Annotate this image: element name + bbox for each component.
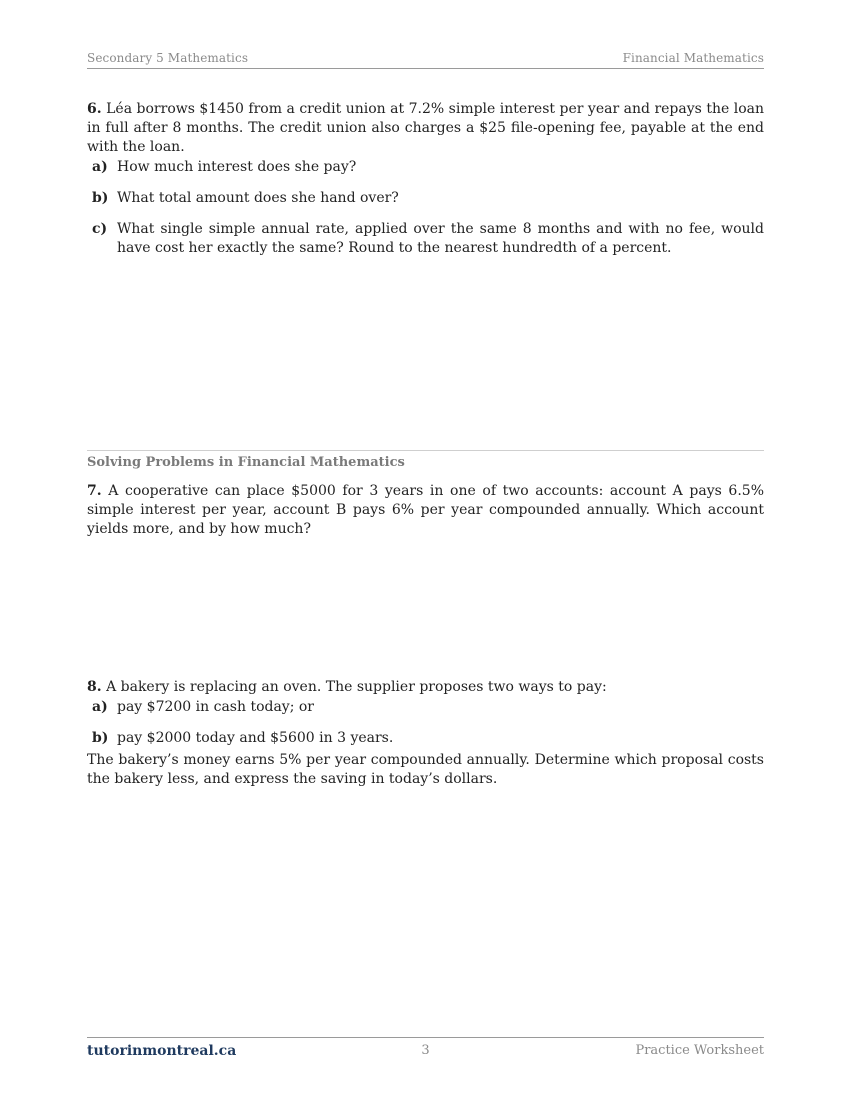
problem-8-part-a	[87, 698, 764, 717]
problem-6-part-b	[87, 189, 764, 208]
problem-8	[87, 678, 764, 789]
problem-6-part-c	[87, 220, 764, 258]
section-title: Solving Problems in Financial Mathematics	[87, 455, 405, 470]
section-divider	[87, 450, 764, 451]
problem-8-text: A bakery is replacing an oven. The supplier proposes two ways to pay:	[106, 679, 607, 695]
part-label: c)	[92, 221, 108, 237]
problem-6-number: 6.	[87, 101, 102, 117]
problem-6-statement	[87, 100, 764, 157]
problem-7-text: A cooperative can place $5000 for 3 years in one of two accounts: account A pays 6.5% simple interest per year, account B pays 6% per year compounded annually. Which account yields more, and by how much?	[87, 483, 764, 537]
part-label: a)	[92, 159, 108, 175]
footer-site-link[interactable]: tutorinmontreal.ca	[87, 1043, 237, 1059]
problem-6-parts	[87, 158, 764, 258]
header-topic: Financial Mathematics	[622, 51, 764, 65]
problem-8-number: 8.	[87, 679, 102, 695]
problem-6-part-a	[87, 158, 764, 177]
problem-8-part-b	[87, 729, 764, 748]
problem-8-followup: The bakery’s money earns 5% per year compounded annually. Determine which proposal costs the bakery less, and express the saving in today’s dollars.	[87, 752, 764, 787]
part-label: a)	[92, 699, 108, 715]
part-text: pay $2000 today and $5600 in 3 years.	[117, 730, 394, 746]
running-header	[87, 51, 764, 69]
problem-7-statement	[87, 482, 764, 539]
problem-6	[87, 100, 764, 258]
part-label: b)	[92, 190, 109, 206]
page-footer	[87, 1037, 764, 1059]
problem-7	[87, 482, 764, 539]
part-label: b)	[92, 730, 109, 746]
part-text: How much interest does she pay?	[117, 159, 357, 175]
problem-7-number: 7.	[87, 483, 102, 499]
footer-document-type: Practice Worksheet	[635, 1043, 764, 1058]
problem-6-text: Léa borrows $1450 from a credit union at 7.2% simple interest per year and repays the loan in full after 8 months. The credit union also charges a $25 file-opening fee, payable at the end with the loan.	[87, 101, 765, 155]
part-text: pay $7200 in cash today; or	[117, 699, 314, 715]
problem-8-statement	[87, 678, 764, 697]
problem-8-parts	[87, 698, 764, 748]
page-number: 3	[421, 1043, 430, 1058]
part-text: What single simple annual rate, applied over the same 8 months and with no fee, would have cost her exactly the same? Round to the nearest hundredth of a percent.	[117, 221, 764, 256]
worksheet-page	[87, 0, 764, 1100]
part-text: What total amount does she hand over?	[117, 190, 399, 206]
header-course: Secondary 5 Mathematics	[87, 51, 249, 65]
